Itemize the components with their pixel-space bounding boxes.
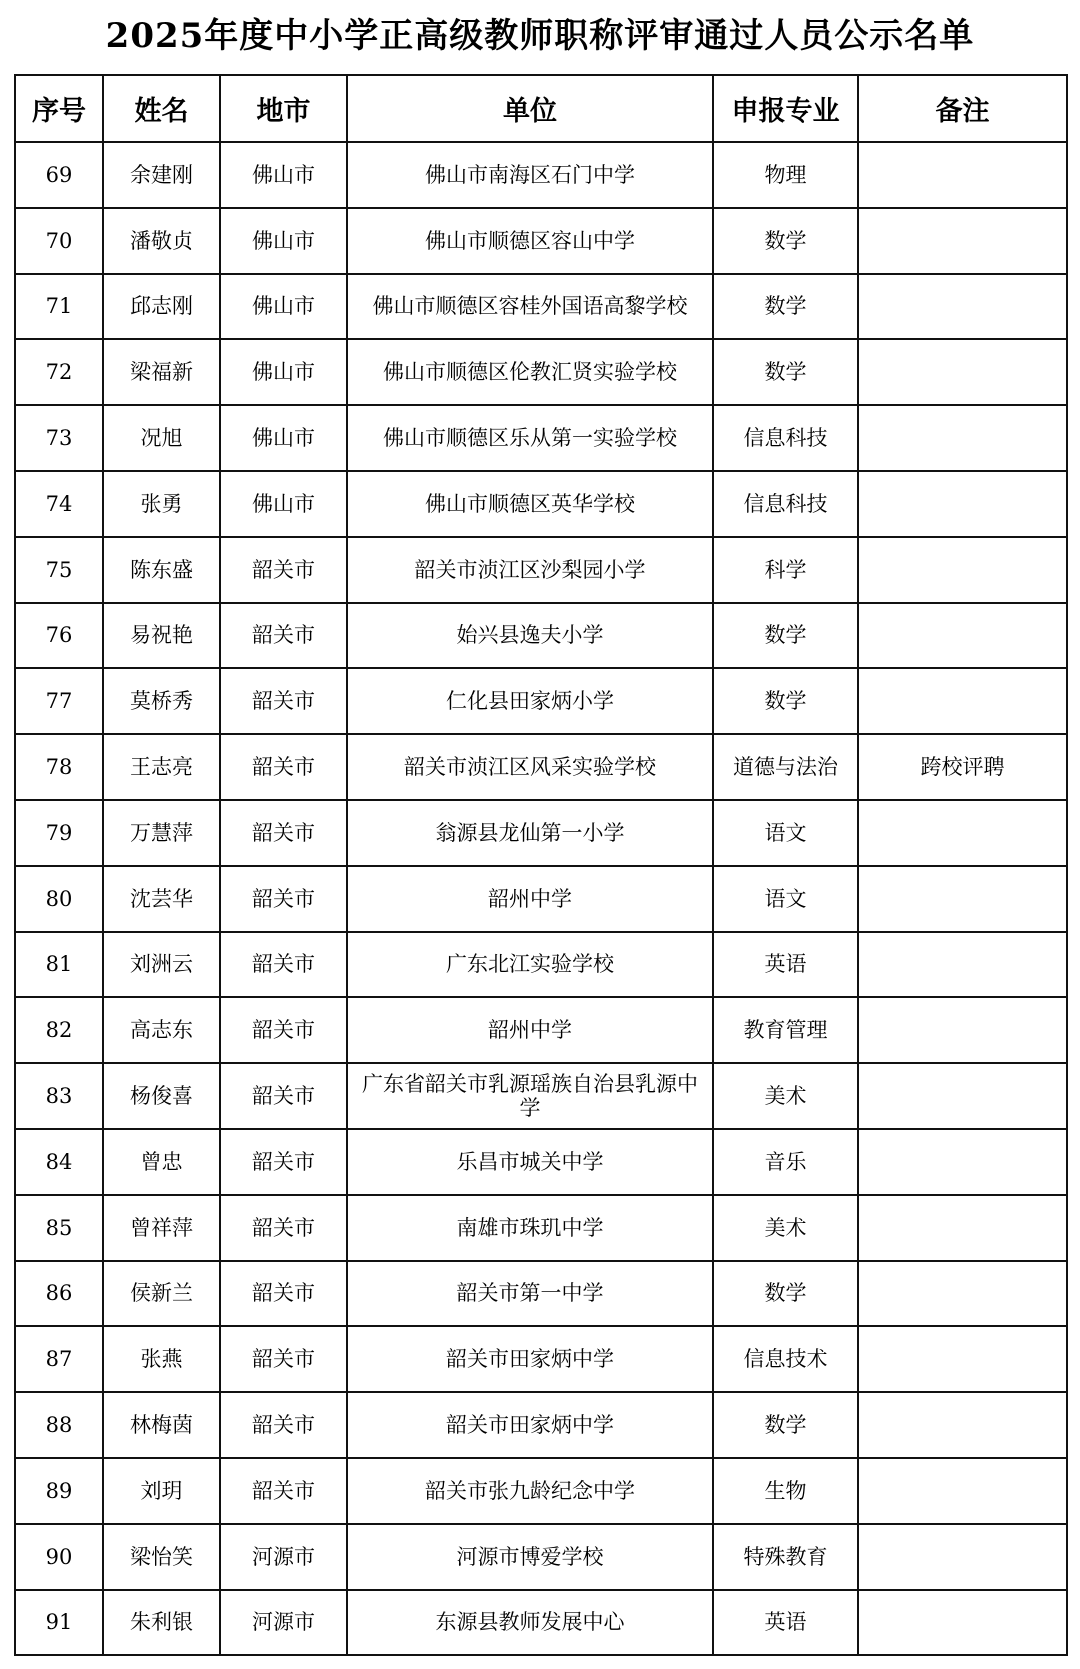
cell-city: 河源市 [220, 1524, 347, 1590]
cell-major: 语文 [713, 866, 858, 932]
cell-city: 佛山市 [220, 142, 347, 208]
cell-no: 74 [15, 471, 103, 537]
cell-major: 英语 [713, 1590, 858, 1656]
cell-city: 韶关市 [220, 1195, 347, 1261]
cell-no: 88 [15, 1392, 103, 1458]
table-row [15, 866, 1067, 932]
cell-city: 韶关市 [220, 1129, 347, 1195]
table-row [15, 997, 1067, 1063]
cell-note [858, 1261, 1067, 1327]
cell-unit: 佛山市顺德区乐从第一实验学校 [347, 405, 713, 471]
cell-major: 数学 [713, 1392, 858, 1458]
cell-unit: 韶州中学 [347, 866, 713, 932]
cell-name: 刘洲云 [103, 932, 220, 998]
cell-name: 易祝艳 [103, 603, 220, 669]
cell-major: 英语 [713, 932, 858, 998]
cell-city: 韶关市 [220, 603, 347, 669]
cell-major: 信息技术 [713, 1326, 858, 1392]
table-row [15, 1261, 1067, 1327]
cell-unit: 韶关市浈江区风采实验学校 [347, 734, 713, 800]
cell-name: 潘敬贞 [103, 208, 220, 274]
cell-note: 跨校评聘 [858, 734, 1067, 800]
cell-major: 生物 [713, 1458, 858, 1524]
cell-note [858, 1129, 1067, 1195]
cell-name: 余建刚 [103, 142, 220, 208]
cell-no: 73 [15, 405, 103, 471]
cell-note [858, 1195, 1067, 1261]
cell-name: 邱志刚 [103, 274, 220, 340]
cell-unit: 韶州中学 [347, 997, 713, 1063]
cell-name: 况旭 [103, 405, 220, 471]
cell-no: 70 [15, 208, 103, 274]
cell-no: 91 [15, 1590, 103, 1656]
cell-unit: 韶关市田家炳中学 [347, 1326, 713, 1392]
cell-unit: 始兴县逸夫小学 [347, 603, 713, 669]
cell-name: 杨俊喜 [103, 1063, 220, 1129]
cell-no: 75 [15, 537, 103, 603]
cell-no: 87 [15, 1326, 103, 1392]
cell-major: 数学 [713, 339, 858, 405]
cell-note [858, 339, 1067, 405]
cell-major: 数学 [713, 603, 858, 669]
cell-unit: 佛山市顺德区容桂外国语高黎学校 [347, 274, 713, 340]
cell-name: 梁福新 [103, 339, 220, 405]
table-row [15, 800, 1067, 866]
table-row [15, 1458, 1067, 1524]
cell-name: 王志亮 [103, 734, 220, 800]
cell-city: 韶关市 [220, 1326, 347, 1392]
cell-note [858, 603, 1067, 669]
cell-major: 信息科技 [713, 471, 858, 537]
column-header-unit: 单位 [347, 75, 713, 142]
cell-unit: 广东北江实验学校 [347, 932, 713, 998]
column-header-name: 姓名 [103, 75, 220, 142]
column-header-no: 序号 [15, 75, 103, 142]
cell-city: 韶关市 [220, 866, 347, 932]
cell-name: 高志东 [103, 997, 220, 1063]
cell-note [858, 274, 1067, 340]
column-header-major: 申报专业 [713, 75, 858, 142]
cell-no: 72 [15, 339, 103, 405]
cell-name: 侯新兰 [103, 1261, 220, 1327]
cell-note [858, 1524, 1067, 1590]
table-row [15, 1129, 1067, 1195]
cell-major: 数学 [713, 208, 858, 274]
cell-no: 82 [15, 997, 103, 1063]
cell-major: 物理 [713, 142, 858, 208]
table-row [15, 274, 1067, 340]
cell-unit: 乐昌市城关中学 [347, 1129, 713, 1195]
column-header-city: 地市 [220, 75, 347, 142]
cell-city: 佛山市 [220, 274, 347, 340]
cell-city: 河源市 [220, 1590, 347, 1656]
cell-unit: 佛山市南海区石门中学 [347, 142, 713, 208]
cell-no: 85 [15, 1195, 103, 1261]
cell-unit: 佛山市顺德区容山中学 [347, 208, 713, 274]
cell-city: 韶关市 [220, 800, 347, 866]
cell-note [858, 800, 1067, 866]
cell-note [858, 405, 1067, 471]
cell-unit: 仁化县田家炳小学 [347, 668, 713, 734]
table-row [15, 932, 1067, 998]
cell-no: 84 [15, 1129, 103, 1195]
cell-city: 韶关市 [220, 997, 347, 1063]
cell-unit: 河源市博爱学校 [347, 1524, 713, 1590]
table-row [15, 1063, 1067, 1129]
cell-no: 83 [15, 1063, 103, 1129]
cell-no: 80 [15, 866, 103, 932]
cell-note [858, 1590, 1067, 1656]
cell-city: 韶关市 [220, 932, 347, 998]
cell-unit: 韶关市田家炳中学 [347, 1392, 713, 1458]
table-row [15, 1392, 1067, 1458]
table-row [15, 668, 1067, 734]
table-row [15, 537, 1067, 603]
table-row [15, 1326, 1067, 1392]
cell-name: 曾忠 [103, 1129, 220, 1195]
cell-unit: 佛山市顺德区英华学校 [347, 471, 713, 537]
table-row [15, 734, 1067, 800]
table-row [15, 339, 1067, 405]
table-row [15, 405, 1067, 471]
page-title: 2025年度中小学正高级教师职称评审通过人员公示名单 [105, 16, 975, 56]
cell-note [858, 537, 1067, 603]
cell-no: 77 [15, 668, 103, 734]
cell-no: 90 [15, 1524, 103, 1590]
table-row [15, 1590, 1067, 1656]
cell-no: 69 [15, 142, 103, 208]
cell-unit: 佛山市顺德区伦教汇贤实验学校 [347, 339, 713, 405]
cell-name: 万慧萍 [103, 800, 220, 866]
cell-unit: 东源县教师发展中心 [347, 1590, 713, 1656]
cell-city: 佛山市 [220, 405, 347, 471]
cell-major: 语文 [713, 800, 858, 866]
cell-city: 韶关市 [220, 1063, 347, 1129]
roster-table [14, 74, 1068, 1656]
table-row [15, 1195, 1067, 1261]
cell-no: 76 [15, 603, 103, 669]
cell-note [858, 932, 1067, 998]
cell-unit: 韶关市第一中学 [347, 1261, 713, 1327]
cell-city: 佛山市 [220, 339, 347, 405]
cell-major: 特殊教育 [713, 1524, 858, 1590]
cell-city: 佛山市 [220, 208, 347, 274]
cell-major: 美术 [713, 1063, 858, 1129]
cell-no: 79 [15, 800, 103, 866]
cell-note [858, 1326, 1067, 1392]
cell-name: 林梅茵 [103, 1392, 220, 1458]
table-row [15, 142, 1067, 208]
cell-major: 数学 [713, 1261, 858, 1327]
cell-name: 沈芸华 [103, 866, 220, 932]
cell-name: 张燕 [103, 1326, 220, 1392]
cell-city: 韶关市 [220, 1392, 347, 1458]
cell-city: 佛山市 [220, 471, 347, 537]
cell-note [858, 997, 1067, 1063]
column-header-note: 备注 [858, 75, 1067, 142]
table-row [15, 603, 1067, 669]
cell-note [858, 1392, 1067, 1458]
table-row [15, 1524, 1067, 1590]
cell-unit: 韶关市张九龄纪念中学 [347, 1458, 713, 1524]
cell-note [858, 208, 1067, 274]
cell-major: 道德与法治 [713, 734, 858, 800]
cell-unit: 韶关市浈江区沙梨园小学 [347, 537, 713, 603]
table-row [15, 208, 1067, 274]
cell-major: 美术 [713, 1195, 858, 1261]
cell-name: 梁怡笑 [103, 1524, 220, 1590]
cell-unit: 广东省韶关市乳源瑶族自治县乳源中学 [347, 1063, 713, 1129]
cell-city: 韶关市 [220, 668, 347, 734]
cell-major: 音乐 [713, 1129, 858, 1195]
cell-no: 81 [15, 932, 103, 998]
cell-major: 信息科技 [713, 405, 858, 471]
cell-major: 数学 [713, 274, 858, 340]
cell-name: 朱利银 [103, 1590, 220, 1656]
cell-name: 刘玥 [103, 1458, 220, 1524]
cell-unit: 南雄市珠玑中学 [347, 1195, 713, 1261]
cell-major: 科学 [713, 537, 858, 603]
cell-note [858, 1063, 1067, 1129]
table-row [15, 471, 1067, 537]
cell-unit: 翁源县龙仙第一小学 [347, 800, 713, 866]
cell-no: 71 [15, 274, 103, 340]
cell-no: 89 [15, 1458, 103, 1524]
cell-major: 数学 [713, 668, 858, 734]
cell-note [858, 668, 1067, 734]
cell-name: 莫桥秀 [103, 668, 220, 734]
cell-city: 韶关市 [220, 1458, 347, 1524]
cell-no: 78 [15, 734, 103, 800]
cell-major: 教育管理 [713, 997, 858, 1063]
cell-city: 韶关市 [220, 1261, 347, 1327]
cell-city: 韶关市 [220, 734, 347, 800]
cell-note [858, 471, 1067, 537]
cell-no: 86 [15, 1261, 103, 1327]
cell-name: 曾祥萍 [103, 1195, 220, 1261]
cell-note [858, 866, 1067, 932]
cell-city: 韶关市 [220, 537, 347, 603]
cell-name: 张勇 [103, 471, 220, 537]
cell-note [858, 1458, 1067, 1524]
table-header-row [15, 75, 1067, 142]
cell-name: 陈东盛 [103, 537, 220, 603]
cell-note [858, 142, 1067, 208]
